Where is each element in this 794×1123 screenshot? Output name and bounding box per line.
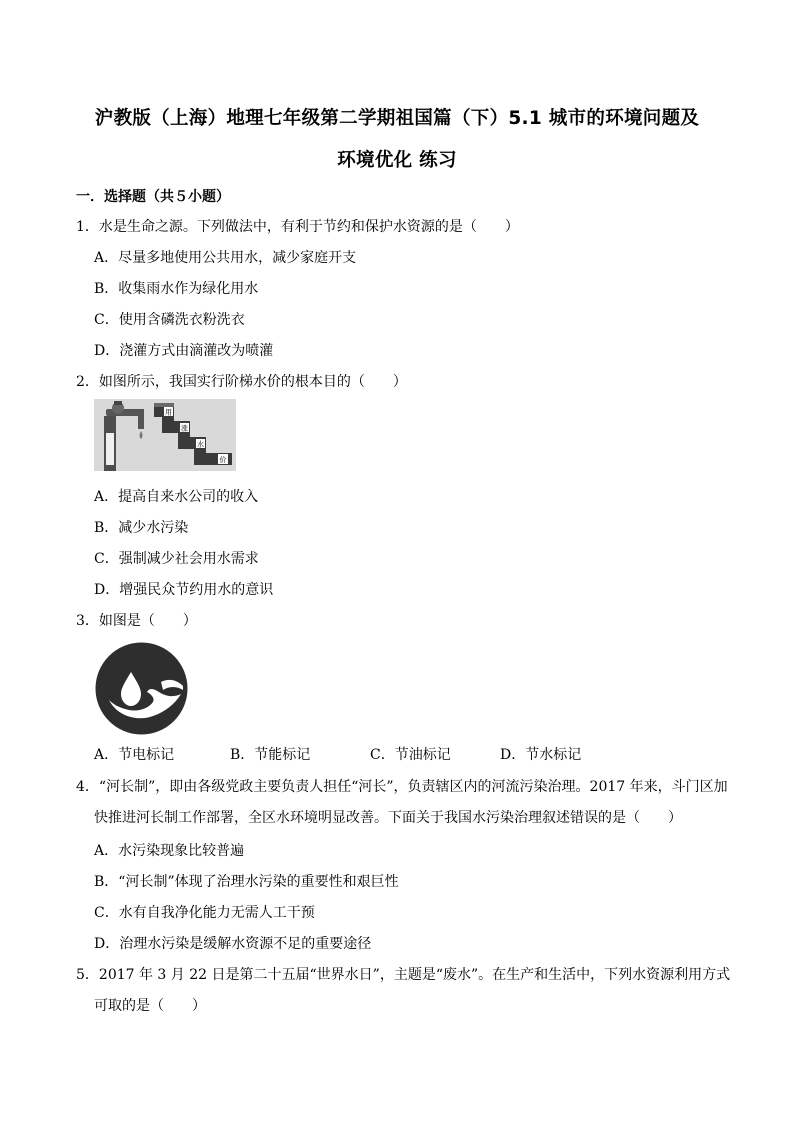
- question-4-option-d: D．治理水污染是缓解水资源不足的重要途径: [94, 936, 372, 952]
- question-1-option-c: C．使用含磷洗衣粉洗衣: [94, 312, 245, 328]
- question-4-stem-line2: 快推进河长制工作部署，全区水环境明显改善。下面关于我国水污染治理叙述错误的是（ ）: [94, 810, 682, 826]
- question-4-option-a: A．水污染现象比较普遍: [94, 843, 245, 859]
- page-title-line1: 沪教版（上海）地理七年级第二学期祖国篇（下）5.1 城市的环境问题及: [94, 108, 700, 129]
- question-4-option-c: C．水有自我净化能力无需人工干预: [94, 905, 315, 921]
- question-2-option-d: D．增强民众节约用水的意识: [94, 582, 274, 598]
- question-1-option-a: A．尽量多地使用公共用水，减少家庭开支: [94, 250, 357, 266]
- page-title-line2: 环境优化 练习: [337, 150, 457, 171]
- question-5-stem-line1: 5．2017 年 3 月 22 日是第二十五届“世界水日”，主题是“废水”。在生产和生活中，下列水资源利用方式: [76, 967, 731, 983]
- question-1-stem: 1．水是生命之源。下列做法中，有利于节约和保护水资源的是（ ）: [76, 219, 519, 235]
- figure-label-1: 用: [165, 408, 172, 417]
- figure-label-2: 涨: [181, 424, 188, 433]
- tiered-water-price-figure: [94, 399, 236, 471]
- question-4-stem-line1: 4．“河长制”，即由各级党政主要负责人担任“河长”，负责辖区内的河流污染治理。2017 年来，斗门区加: [76, 779, 728, 795]
- question-4-option-b: B．“河长制”体现了治理水污染的重要性和艰巨性: [94, 874, 399, 890]
- question-5-stem-line2: 可取的是（ ）: [94, 998, 206, 1014]
- question-3-option-c: C．节油标记: [370, 747, 451, 763]
- question-2-stem: 2．如图所示，我国实行阶梯水价的根本目的（ ）: [76, 374, 407, 390]
- question-1-option-b: B．收集雨水作为绿化用水: [94, 281, 259, 297]
- question-3-option-b: B．节能标记: [230, 747, 311, 763]
- section-title: 一．选择题（共５小题）: [76, 189, 230, 205]
- question-2-option-c: C．强制减少社会用水需求: [94, 551, 259, 567]
- question-1-option-d: D．浇灌方式由滴灌改为喷灌: [94, 343, 274, 359]
- question-2-option-b: B．减少水污染: [94, 520, 189, 536]
- question-3-option-a: A．节电标记: [94, 747, 175, 763]
- water-saving-logo-icon: [95, 642, 188, 735]
- question-3-stem: 3．如图是（ ）: [76, 613, 197, 629]
- question-2-option-a: A．提高自来水公司的收入: [94, 489, 259, 505]
- figure-label-4: 价: [219, 456, 227, 464]
- figure-label-3: 水: [197, 440, 204, 449]
- question-3-option-d: D．节水标记: [500, 747, 582, 763]
